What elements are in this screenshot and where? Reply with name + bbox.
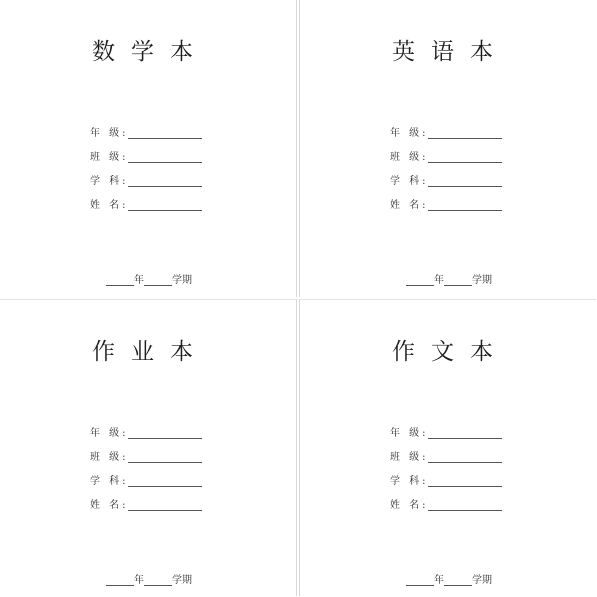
semester-blank: [144, 575, 172, 586]
name-field: [90, 187, 202, 211]
semester-label: 学期: [172, 275, 192, 286]
grade-label: 年 级:: [90, 128, 129, 139]
class-label: 班 级:: [90, 152, 129, 163]
name-blank: [428, 499, 502, 511]
grade-label: 年 级:: [390, 428, 429, 439]
semester-blank: [444, 275, 472, 286]
subject-label: 学 科:: [390, 176, 429, 187]
name-blank: [428, 199, 502, 211]
name-label: 姓 名:: [390, 200, 429, 211]
notebook-cover-english: [299, 0, 596, 297]
subject-blank: [128, 175, 202, 187]
semester-blank: [144, 275, 172, 286]
grade-label: 年 级:: [390, 128, 429, 139]
subject-blank: [428, 475, 502, 487]
cover-fields: [390, 115, 502, 211]
term-line: [106, 571, 192, 586]
year-label: 年: [434, 575, 444, 586]
cover-fields: [90, 115, 202, 211]
class-label: 班 级:: [390, 152, 429, 163]
subject-field: [90, 463, 202, 487]
subject-label: 学 科:: [390, 476, 429, 487]
cover-fields: [90, 415, 202, 511]
notebook-cover-composition: [299, 299, 596, 596]
class-blank: [428, 451, 502, 463]
semester-label: 学期: [472, 575, 492, 586]
year-blank: [106, 275, 134, 286]
class-field: [90, 139, 202, 163]
grade-field: [390, 115, 502, 139]
semester-blank: [444, 575, 472, 586]
name-label: 姓 名:: [90, 500, 129, 511]
name-field: [390, 487, 502, 511]
notebook-cover-math: [0, 0, 297, 297]
class-label: 班 级:: [90, 452, 129, 463]
name-blank: [128, 199, 202, 211]
grade-blank: [128, 427, 202, 439]
year-label: 年: [434, 275, 444, 286]
name-field: [90, 487, 202, 511]
cover-title: 英语本: [392, 39, 509, 65]
subject-blank: [428, 175, 502, 187]
year-label: 年: [134, 575, 144, 586]
class-field: [390, 139, 502, 163]
cover-fields: [390, 415, 502, 511]
class-field: [390, 439, 502, 463]
cover-title: 作业本: [92, 339, 209, 365]
name-blank: [128, 499, 202, 511]
subject-label: 学 科:: [90, 176, 129, 187]
grade-blank: [428, 127, 502, 139]
subject-label: 学 科:: [90, 476, 129, 487]
year-blank: [106, 575, 134, 586]
term-line: [406, 571, 492, 586]
term-line: [406, 271, 492, 286]
year-blank: [406, 575, 434, 586]
year-label: 年: [134, 275, 144, 286]
class-blank: [428, 151, 502, 163]
subject-field: [90, 163, 202, 187]
class-field: [90, 439, 202, 463]
name-field: [390, 187, 502, 211]
year-blank: [406, 275, 434, 286]
cover-title: 数学本: [92, 39, 209, 65]
semester-label: 学期: [172, 575, 192, 586]
grade-label: 年 级:: [90, 428, 129, 439]
subject-field: [390, 163, 502, 187]
grade-field: [90, 115, 202, 139]
term-line: [106, 271, 192, 286]
name-label: 姓 名:: [390, 500, 429, 511]
subject-field: [390, 463, 502, 487]
class-blank: [128, 451, 202, 463]
grade-blank: [128, 127, 202, 139]
grade-field: [390, 415, 502, 439]
name-label: 姓 名:: [90, 200, 129, 211]
class-label: 班 级:: [390, 452, 429, 463]
cover-title: 作文本: [392, 339, 509, 365]
class-blank: [128, 151, 202, 163]
notebook-cover-homework: [0, 299, 297, 596]
semester-label: 学期: [472, 275, 492, 286]
grade-field: [90, 415, 202, 439]
subject-blank: [128, 475, 202, 487]
grade-blank: [428, 427, 502, 439]
